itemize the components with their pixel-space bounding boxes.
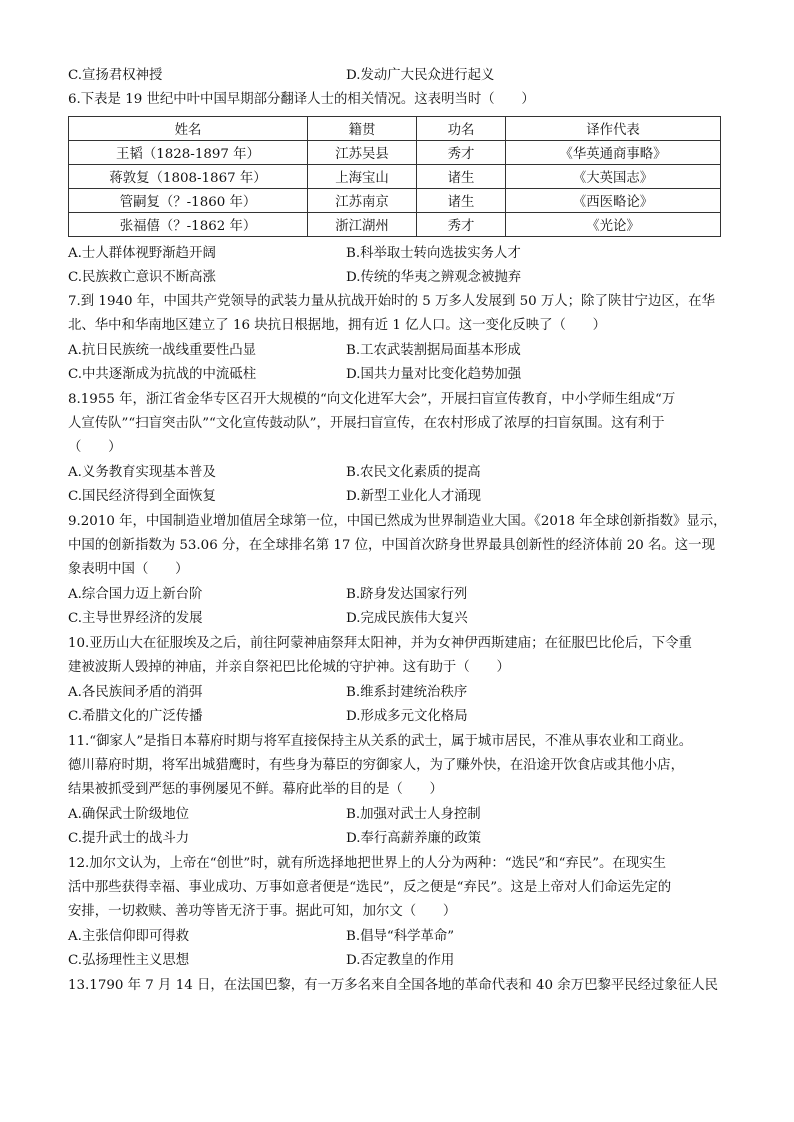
q8-stem-line1: 8.1955 年，浙江省金华专区召开大规模的“向文化进军大会”，开展扫盲宣传教育，中小学师生组成“万 (68, 392, 676, 407)
table-cell: 江苏南京 (308, 189, 417, 213)
q6-option-c[interactable]: C.民族救亡意识不断高涨 (68, 270, 216, 285)
q9-option-a[interactable]: A.综合国力迈上新台阶 (68, 587, 203, 602)
q11-stem-line1: 11.“御家人”是指日本幕府时期与将军直接保持主从关系的武士，属于城市居民，不准从事农业和工商业。 (68, 734, 693, 749)
q11-option-b[interactable]: B.加强对武士人身控制 (346, 807, 481, 822)
table-cell: 《西医略论》 (506, 189, 721, 213)
q8-stem-line2: 人宣传队”“扫盲突击队”“文化宣传鼓动队”，开展扫盲宣传，在农村形成了浓厚的扫盲氛围。这有利于 (68, 416, 665, 431)
table-row (69, 213, 721, 237)
q10-option-d[interactable]: D.形成多元文化格局 (346, 709, 468, 724)
q9-option-d[interactable]: D.完成民族伟大复兴 (346, 611, 468, 626)
q11-option-a[interactable]: A.确保武士阶级地位 (68, 807, 190, 822)
q9-option-c[interactable]: C.主导世界经济的发展 (68, 611, 203, 626)
table-cell: 浙江湖州 (308, 213, 417, 237)
q7-stem-line1: 7.到 1940 年，中国共产党领导的武装力量从抗战开始时的 5 万多人发展到 50 万人；除了陕甘宁边区，在华 (68, 294, 715, 309)
table-cell: 江苏吴县 (308, 141, 417, 165)
q12-option-c[interactable]: C.弘扬理性主义思想 (68, 953, 190, 968)
q8-option-c[interactable]: C.国民经济得到全面恢复 (68, 489, 216, 504)
q12-option-b[interactable]: B.倡导“科学革命” (346, 929, 455, 944)
q5-option-c[interactable]: C.宣扬君权神授 (68, 68, 163, 83)
q13-stem-line1: 13.1790 年 7 月 14 日，在法国巴黎，有一万多名来自全国各地的革命代表和 40 余万巴黎平民经过象征人民 (68, 978, 718, 993)
q9-option-b[interactable]: B.跻身发达国家行列 (346, 587, 468, 602)
table-cell: 王韬（1828-1897 年） (69, 141, 308, 165)
q7-option-a[interactable]: A.抗日民族统一战线重要性凸显 (68, 343, 257, 358)
table-header-title: 功名 (417, 117, 506, 141)
table-cell: 管嗣复（？-1860 年） (69, 189, 308, 213)
table-cell: 诸生 (417, 165, 506, 189)
q7-stem-line2: 北、华中和华南地区建立了 16 块抗日根据地，拥有近 1 亿人口。这一变化反映了（ ） (68, 318, 607, 333)
table-row (69, 141, 721, 165)
q10-option-c[interactable]: C.希腊文化的广泛传播 (68, 709, 203, 724)
table-header-origin: 籍贯 (308, 117, 417, 141)
table-cell: 秀才 (417, 213, 506, 237)
q7-option-b[interactable]: B.工农武装割据局面基本形成 (346, 343, 521, 358)
q7-option-c[interactable]: C.中共逐渐成为抗战的中流砥柱 (68, 367, 257, 382)
q12-stem-line1: 12.加尔文认为，上帝在“创世”时，就有所选择地把世界上的人分为两种：“选民”和“弃民”。在现实生 (68, 856, 666, 871)
q12-stem-line3: 安排，一切救赎、善功等皆无济于事。据此可知，加尔文（ ） (68, 904, 457, 919)
q12-stem-line2: 活中那些获得幸福、事业成功、万事如意者便是“选民”，反之便是“弃民”。这是上帝对人们命运先定的 (68, 880, 672, 895)
q9-stem-line2: 中国的创新指数为 53.06 分，在全球排名第 17 位，中国首次跻身世界最具创新性的经济体前 20 名。这一现 (68, 538, 715, 553)
table-cell: 《光论》 (506, 213, 721, 237)
q11-stem-line3: 结果被抓受到严惩的事例屡见不鲜。幕府此举的目的是（ ） (68, 782, 443, 797)
table-cell: 秀才 (417, 141, 506, 165)
table-cell: 张福僖（？-1862 年） (69, 213, 308, 237)
q6-option-d[interactable]: D.传统的华夷之辨观念被抛弃 (346, 270, 522, 285)
q6-option-a[interactable]: A.士人群体视野渐趋开阔 (68, 246, 216, 261)
table-cell: 诸生 (417, 189, 506, 213)
q9-stem-line1: 9.2010 年，中国制造业增加值居全球第一位，中国已然成为世界制造业大国。《2018 年全球创新指数》显示， (68, 514, 727, 529)
q6-stem: 6.下表是 19 世纪中叶中国早期部分翻译人士的相关情况。这表明当时（ ） (68, 92, 535, 107)
q8-option-a[interactable]: A.义务教育实现基本普及 (68, 465, 216, 480)
q8-option-d[interactable]: D.新型工业化人才涌现 (346, 489, 482, 504)
q11-option-c[interactable]: C.提升武士的战斗力 (68, 831, 190, 846)
q12-option-d[interactable]: D.否定教皇的作用 (346, 953, 455, 968)
table-row (69, 165, 721, 189)
q8-stem-line3: （ ） (68, 440, 122, 455)
table-header-row (69, 117, 721, 141)
q9-stem-line3: 象表明中国（ ） (68, 562, 189, 577)
q5-option-d[interactable]: D.发动广大民众进行起义 (346, 68, 495, 83)
q10-option-a[interactable]: A.各民族间矛盾的消弭 (68, 685, 203, 700)
table-cell: 《华英通商事略》 (506, 141, 721, 165)
table-header-works: 译作代表 (506, 117, 721, 141)
q7-option-d[interactable]: D.国共力量对比变化趋势加强 (346, 367, 522, 382)
table-cell: 蒋敦复（1808-1867 年） (69, 165, 308, 189)
table-cell: 上海宝山 (308, 165, 417, 189)
q11-option-d[interactable]: D.奉行高薪养廉的政策 (346, 831, 482, 846)
q10-stem-line2: 建被波斯人毁掉的神庙，并亲自祭祀巴比伦城的守护神。这有助于（ ） (68, 660, 510, 675)
table-cell: 《大英国志》 (506, 165, 721, 189)
q6-option-b[interactable]: B.科举取士转向选拔实务人才 (346, 246, 521, 261)
q10-stem-line1: 10.亚历山大在征服埃及之后，前往阿蒙神庙祭拜太阳神，并为女神伊西斯建庙；在征服巴比伦后，下令重 (68, 636, 692, 651)
table-row (69, 189, 721, 213)
q8-option-b[interactable]: B.农民文化素质的提高 (346, 465, 481, 480)
q6-translators-table (68, 116, 721, 237)
table-header-name: 姓名 (69, 117, 308, 141)
q11-stem-line2: 德川幕府时期，将军出城猎鹰时，有些身为幕臣的穷御家人，为了赚外快，在沿途开饮食店或其他小店， (68, 758, 684, 773)
q10-option-b[interactable]: B.维系封建统治秩序 (346, 685, 468, 700)
q12-option-a[interactable]: A.主张信仰即可得救 (68, 929, 190, 944)
